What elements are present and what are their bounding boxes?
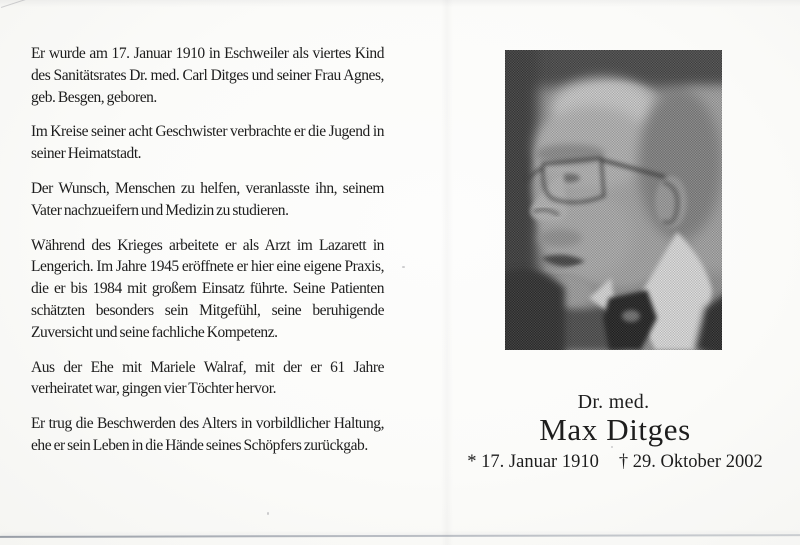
life-dates bbox=[445, 452, 785, 473]
biography-text-block bbox=[31, 43, 384, 470]
portrait-photo-graphic bbox=[505, 50, 722, 350]
scan-top-edge-shade bbox=[0, 0, 800, 7]
biography-paragraph-siblings: Im Kreise seiner acht Geschwister verbrachte er die Jugend in seiner Heimatstadt. bbox=[31, 123, 384, 163]
biography-paragraph-vocation: Der Wunsch, Menschen zu helfen, veranlasste ihn, seinem Vater nachzueifern und Medizin zu studieren. bbox=[31, 179, 384, 219]
scan-scratch bbox=[1, 0, 26, 8]
deceased-name: Max Ditges bbox=[539, 412, 691, 447]
death-date: † 29. Oktober 2002 bbox=[618, 452, 763, 472]
dust-speck bbox=[267, 512, 269, 515]
biography-paragraph-death: Er trug die Beschwerden des Alters in vorbildlicher Haltung, ehe er sein Leben in die Hände seines Schöpfers zurückgab. bbox=[31, 415, 384, 454]
biography-paragraph-career: Während des Krieges arbeitete er als Arzt im Lazarett in Lengerich. Im Jahre 1945 eröffnete er hier eine eigene Praxis, die er bis 1984 mit großem Einsatz führte. Seine Patienten schätzten besonders sein Mitgefühl, seine beruhigende Zuversicht und seine fachliche Kompetenz. bbox=[31, 236, 384, 341]
card-bottom-edge bbox=[0, 534, 800, 538]
dust-speck bbox=[402, 266, 405, 268]
biography-paragraph-family: Aus der Ehe mit Mariele Walraf, mit der er 61 Jahre verheiratet war, gingen vier Töchter hervor. bbox=[31, 358, 384, 398]
birth-date: * 17. Januar 1910 bbox=[467, 452, 599, 472]
biography-paragraph-birth: Er wurde am 17. Januar 1910 in Eschweiler als viertes Kind des Sanitätsrates Dr. med. Carl Ditges und seiner Frau Agnes, geb. Besgen, geboren. bbox=[31, 45, 384, 106]
portrait-photo bbox=[505, 50, 722, 350]
honorific-title: Dr. med. bbox=[577, 391, 650, 413]
